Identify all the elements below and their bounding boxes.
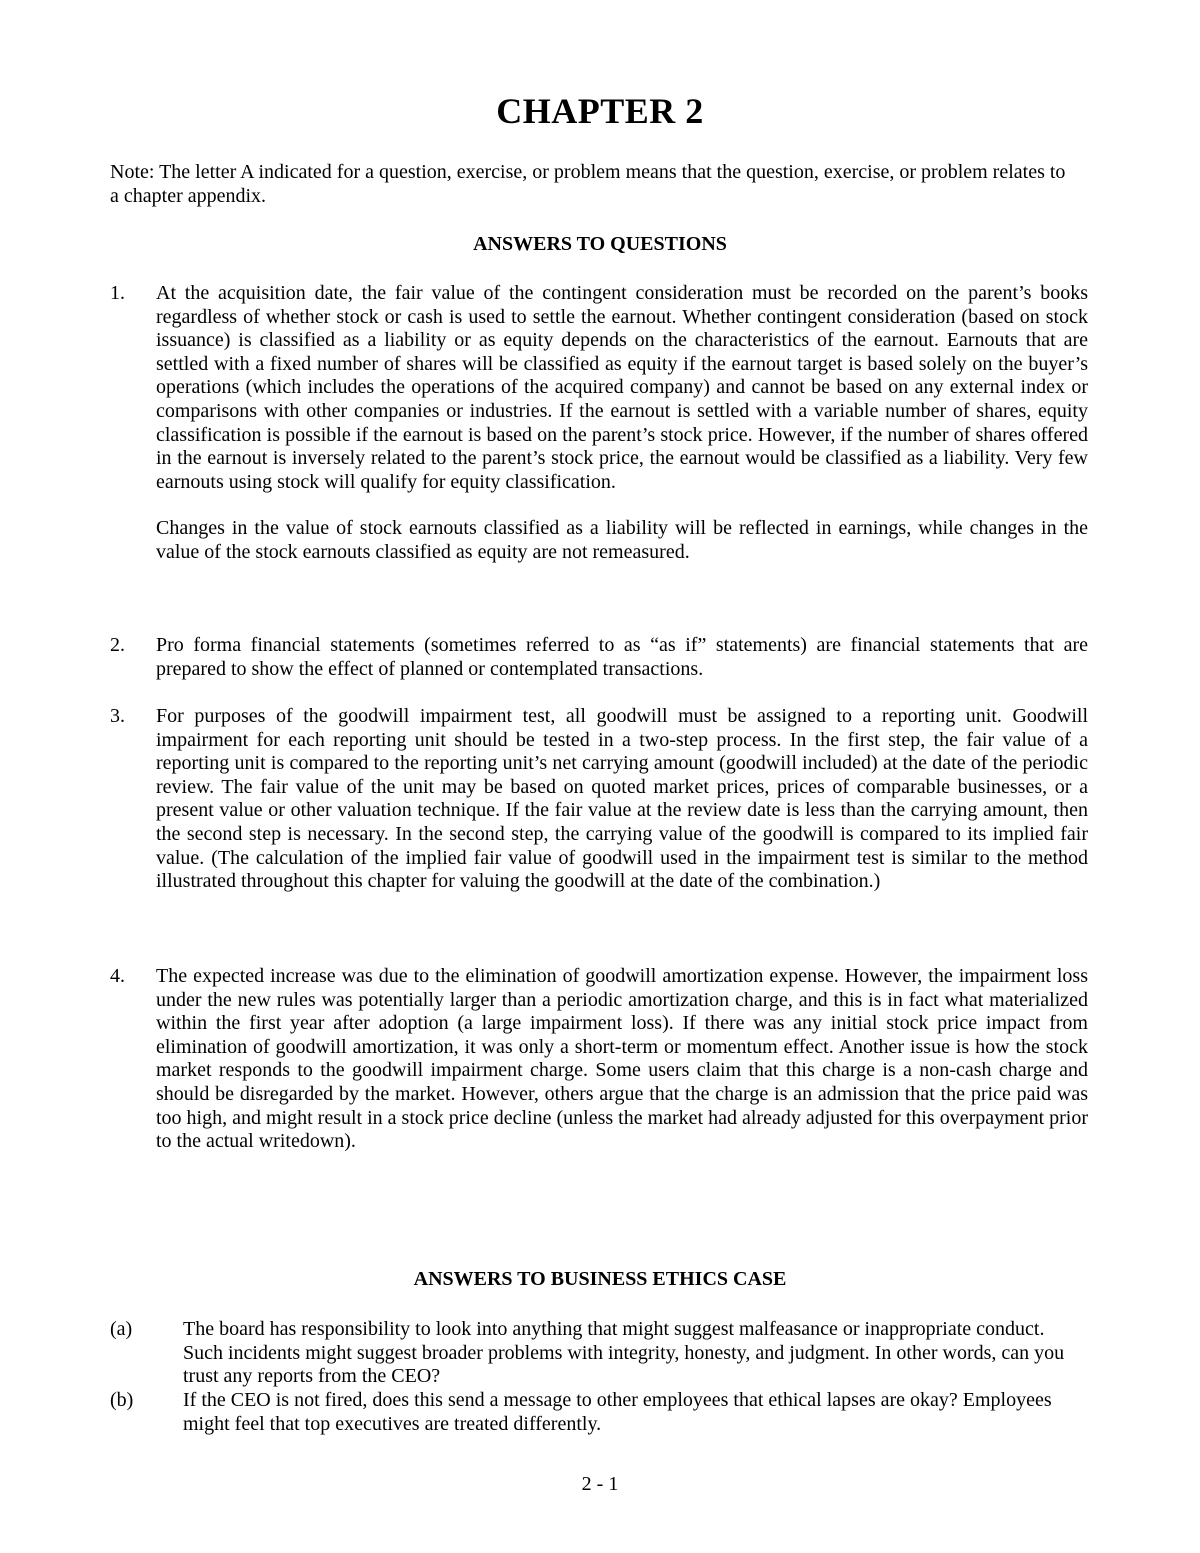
question-number: 4. [110,965,125,987]
question-number: 1. [110,282,125,304]
answer-paragraph: At the acquisition date, the fair value of the contingent consideration must be recorded on the parent’s books regardless of whether stock or cash is used to settle the earnout. Whether contingent consideration (based on stock issuance) is classified as a liability or as equity depends on the characteristics of the earnout. Earnouts that are settled with a fixed number of shares will be classified as equity if the earnout target is based solely on the buyer’s operations (which includes the operations of the acquired company) and cannot be based on any external index or comparisons with other companies or industries. If the earnout is settled with a variable number of shares, equity classification is possible if the earnout is based on the parent’s stock price. However, if the number of shares offered in the earnout is inversely related to the parent’s stock price, the earnout would be classified as a liability. Very few earnouts using stock will qualify for equity classification. [156,282,1088,493]
answer-text [156,634,1088,681]
questions-heading: ANSWERS TO QUESTIONS [473,233,727,255]
chapter-title: CHAPTER 2 [496,91,704,131]
ethics-text: If the CEO is not fired, does this send a message to other employees that ethical lapses are okay? Employees might feel that top executives are treated differently. [183,1389,1052,1435]
question-number: 3. [110,705,125,727]
appendix-note: Note: The letter A indicated for a question, exercise, or problem means that the question, exercise, or problem relates to a chapter appendix. [110,161,1066,207]
answer-paragraph: The expected increase was due to the elimination of goodwill amortization expense. However, the impairment loss under the new rules was potentially larger than a periodic amortization charge, and this is in fact what materialized within the first year after adoption (a large impairment loss). If there was any initial stock price impact from elimination of goodwill amortization, it was only a short-term or momentum effect. Another issue is how the stock market responds to the goodwill impairment charge. Some users claim that this charge is a non-cash charge and should be disregarded by the market. However, others argue that the charge is an admission that the price paid was too high, and might result in a stock price decline (unless the market had already adjusted for this overpayment prior to the actual writedown). [156,965,1088,1153]
answer-paragraph: Pro forma financial statements (sometimes referred to as “as if” statements) are financial statements that are prepared to show the effect of planned or contemplated transactions. [156,634,1088,680]
ethics-heading: ANSWERS TO BUSINESS ETHICS CASE [413,1268,787,1290]
answer-text [156,282,1088,565]
answer-paragraph: Changes in the value of stock earnouts classified as a liability will be reflected in earnings, while changes in the value of the stock earnouts classified as equity are not remeasured. [156,517,1088,563]
ethics-label: (a) [110,1318,133,1340]
ethics-label: (b) [110,1389,134,1411]
answer-paragraph: For purposes of the goodwill impairment test, all goodwill must be assigned to a reporting unit. Goodwill impairment for each reporting unit should be tested in a two-step process. In the first step, the fair value of a reporting unit is compared to the reporting unit’s net carrying amount (goodwill included) at the date of the periodic review. The fair value of the unit may be based on quoted market prices, prices of comparable businesses, or a present value or other valuation technique. If the fair value at the review date is less than the carrying amount, then the second step is necessary. In the second step, the carrying value of the goodwill is compared to its implied fair value. (The calculation of the implied fair value of goodwill used in the impairment test is similar to the method illustrated throughout this chapter for valuing the goodwill at the date of the combination.) [156,705,1088,893]
question-number: 2. [110,634,125,656]
answer-text [156,705,1088,894]
page-number: 2 - 1 [581,1473,619,1495]
ethics-text: The board has responsibility to look into anything that might suggest malfeasance or inappropriate conduct. Such incidents might suggest broader problems with integrity, honesty, and judgment. In other words, can you trust any reports from the CEO? [183,1318,1065,1388]
answer-text [156,965,1088,1154]
